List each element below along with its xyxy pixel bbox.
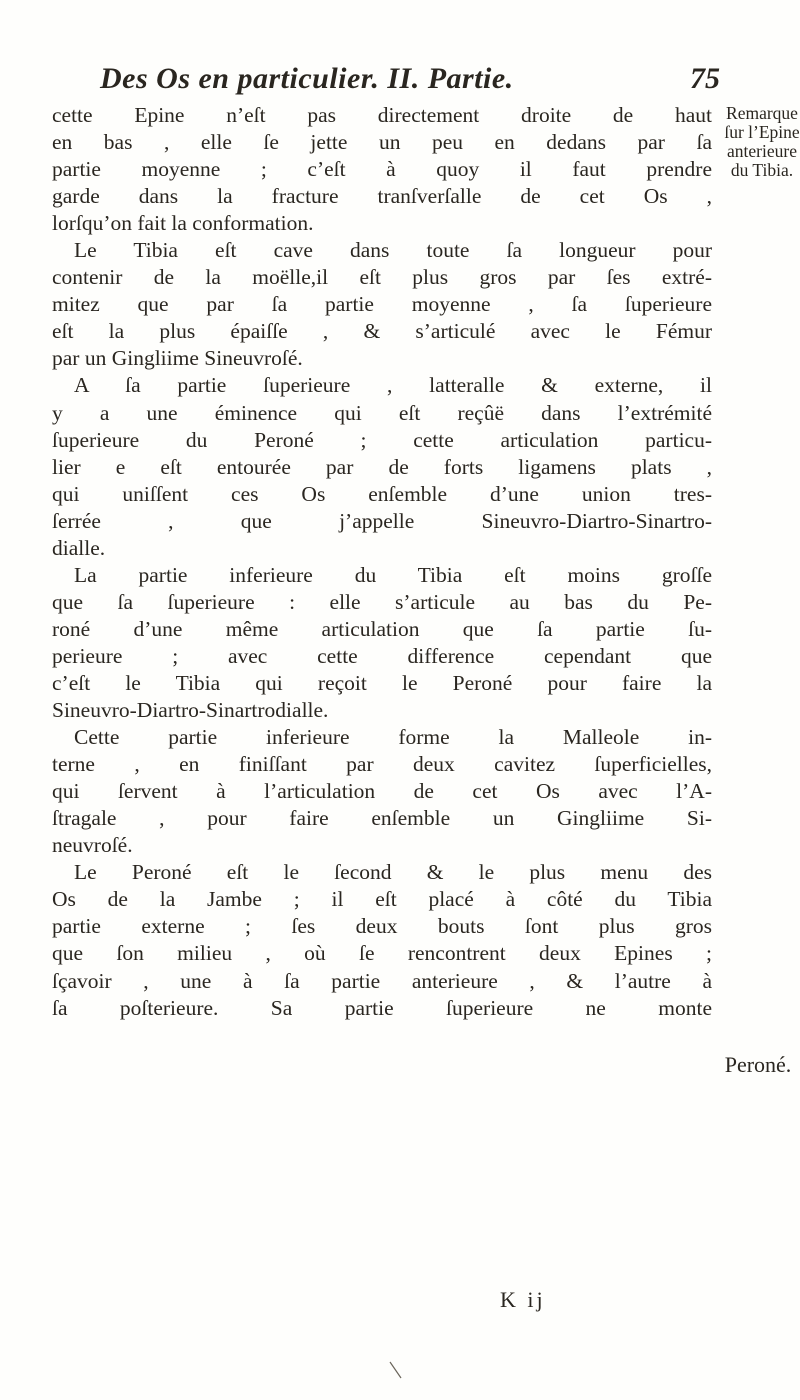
- page-number: 75: [690, 62, 720, 95]
- text-line: qui uniſſent ces Os enſemble d’une union tres-: [52, 481, 712, 506]
- text-line: partie externe ; ſes deux bouts ſont plus gros: [52, 914, 712, 939]
- text-line: garde dans la fracture tranſverſalle de cet Os ,: [52, 184, 712, 209]
- margin-note-remarque: [722, 104, 800, 180]
- text-line: La partie inferieure du Tibia eſt moins groſſe: [74, 562, 712, 587]
- margin-note-line: ſur l’Epine: [724, 122, 800, 142]
- text-line: que ſa ſuperieure : elle s’articule au bas du Pe-: [52, 589, 712, 614]
- text-line: ſerrée , que j’appelle Sineuvro-Diartro-Sinartro-: [52, 508, 712, 533]
- text-line: mitez que par ſa partie moyenne , ſa ſuperieure: [52, 292, 712, 317]
- text-line: A ſa partie ſuperieure , latteralle & externe, il: [74, 373, 712, 398]
- margin-note-line: Remarque: [726, 103, 798, 123]
- text-line: Cette partie inferieure forme la Malleole in-: [74, 725, 712, 750]
- margin-note-line: anterieure: [727, 141, 797, 161]
- text-line: Le Tibia eſt cave dans toute ſa longueur pour: [74, 238, 712, 263]
- text-line: neuvroſé.: [52, 833, 133, 858]
- text-line: en bas , elle ſe jette un peu en dedans par ſa: [52, 130, 712, 155]
- text-line: ſa poſterieure. Sa partie ſuperieure ne monte: [52, 995, 712, 1020]
- text-line: dialle.: [52, 535, 106, 560]
- text-line: perieure ; avec cette difference cependant que: [52, 643, 712, 668]
- text-line: terne , en finiſſant par deux cavitez ſuperficielles,: [52, 752, 712, 777]
- running-title: Des Os en particulier. II. Partie.: [100, 62, 514, 95]
- text-line: que ſon milieu , où ſe rencontrent deux Epines ;: [52, 941, 712, 966]
- text-line: Os de la Jambe ; il eſt placé à côté du Tibia: [52, 887, 712, 912]
- text-line: ſçavoir , une à ſa partie anterieure , & l’autre à: [52, 968, 712, 993]
- margin-note-perone: Peroné.: [724, 1052, 792, 1077]
- text-line: ſtragale , pour faire enſemble un Gingliime Si-: [52, 806, 712, 831]
- text-line: cette Epine n’eſt pas directement droite de haut: [52, 103, 712, 127]
- text-line: eſt la plus épaiſſe , & s’articulé avec le Fémur: [52, 319, 712, 344]
- text-line: Sineuvro-Diartro-Sinartrodialle.: [52, 698, 329, 723]
- text-line: qui ſervent à l’articulation de cet Os avec l’A-: [52, 779, 712, 804]
- text-line: partie moyenne ; c’eſt à quoy il faut prendre: [52, 157, 712, 182]
- text-line: contenir de la moëlle,il eſt plus gros par ſes extré-: [52, 265, 712, 290]
- text-line: y a une éminence qui eſt reçûë dans l’extrémité: [52, 400, 712, 425]
- text-line: lorſqu’on fait la conformation.: [52, 211, 314, 236]
- text-line: par un Gingliime Sineuvroſé.: [52, 346, 303, 371]
- page-header: [100, 62, 720, 102]
- text-line: c’eſt le Tibia qui reçoit le Peroné pour faire la: [52, 670, 712, 695]
- text-line: Le Peroné eſt le ſecond & le plus menu des: [74, 860, 712, 885]
- ink-mark: [388, 1360, 404, 1380]
- margin-note-line: du Tibia.: [730, 160, 794, 180]
- signature-mark: K ij: [500, 1287, 546, 1312]
- text-line: ſuperieure du Peroné ; cette articulation particu-: [52, 427, 712, 452]
- text-line: lier e eſt entourée par de forts ligamens plats ,: [52, 454, 712, 479]
- text-line: roné d’une même articulation que ſa partie ſu-: [52, 616, 712, 641]
- body-text: [52, 102, 712, 1022]
